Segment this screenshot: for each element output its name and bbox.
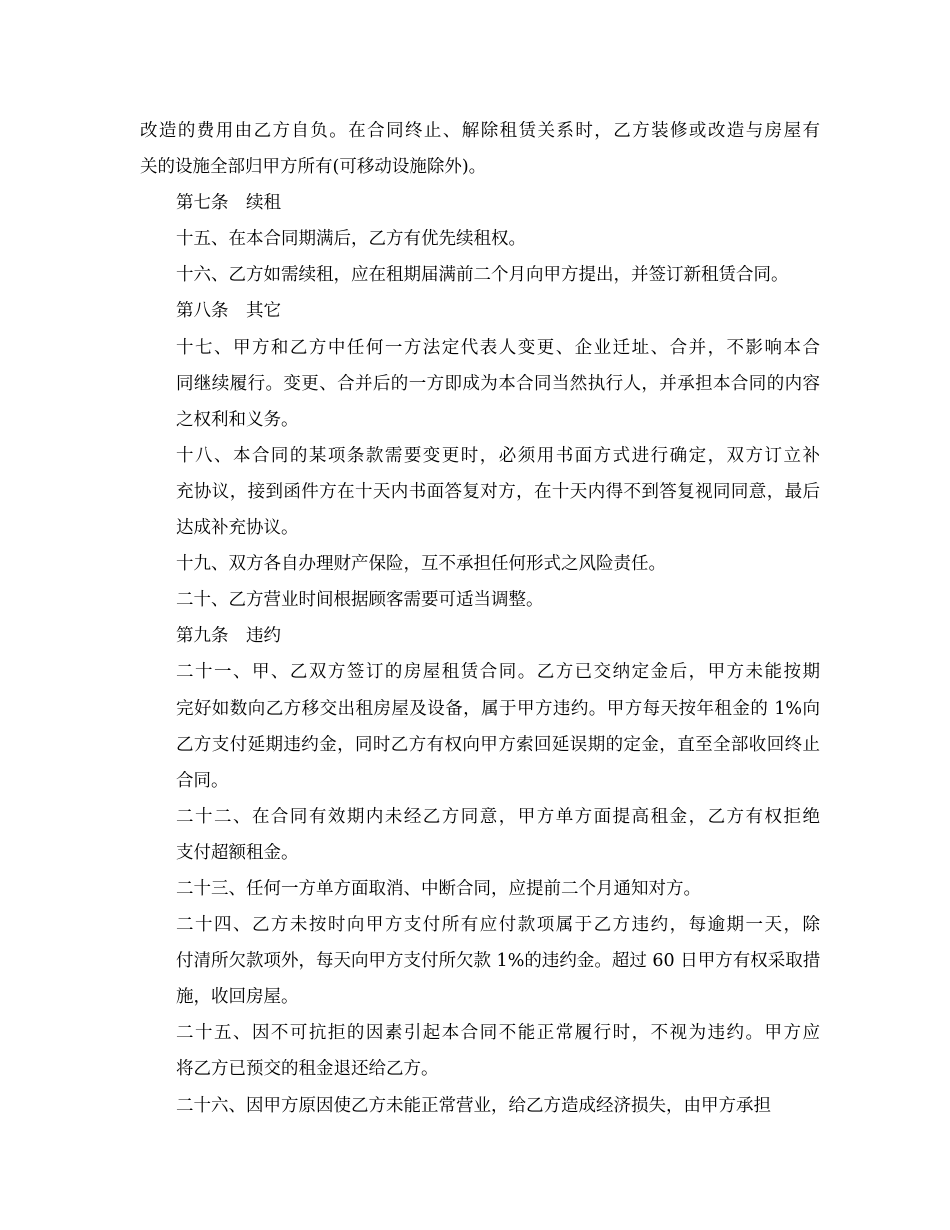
text-line: 二十五、因不可抗拒的因素引起本合同不能正常履行时，不视为违约。甲方应 <box>176 1023 820 1044</box>
text-line: 支付超额租金。 <box>176 842 299 863</box>
contract-paragraph <box>140 871 820 907</box>
contract-paragraph <box>140 654 820 798</box>
text-line: 第七条 续租 <box>176 193 281 214</box>
text-line: 十九、双方各自办理财产保险，互不承担任何形式之风险责任。 <box>176 554 666 575</box>
text-line: 改造的费用由乙方自负。在合同终止、解除租赁关系时，乙方装修或改造与房屋有 <box>140 121 820 141</box>
text-line: 关的设施全部归甲方所有(可移动设施除外)。 <box>140 157 487 178</box>
contract-paragraph <box>140 1088 820 1124</box>
article-heading <box>140 185 820 221</box>
text-line: 十五、在本合同期满后，乙方有优先续租权。 <box>176 229 526 250</box>
text-line: 第八条 其它 <box>176 301 281 322</box>
text-line: 施，收回房屋。 <box>176 987 299 1008</box>
contract-paragraph <box>140 438 820 546</box>
text-line: 付清所欠款项外，每天向甲方支付所欠款 1%的违约金。超过 60 日甲方有权采取措 <box>176 951 821 972</box>
text-line: 完好如数向乙方移交出租房屋及设备，属于甲方违约。甲方每天按年租金的 1%向 <box>176 698 820 719</box>
text-line: 之权利和义务。 <box>176 409 299 430</box>
text-line: 十六、乙方如需续租，应在租期届满前二个月向甲方提出，并签订新租赁合同。 <box>176 265 789 286</box>
article-heading <box>140 618 820 654</box>
contract-paragraph <box>140 330 820 438</box>
contract-paragraph <box>140 113 820 185</box>
text-line: 充协议，接到函件方在十天内书面答复对方，在十天内得不到答复视同同意，最后 <box>176 481 820 502</box>
text-line: 二十四、乙方未按时向甲方支付所有应付款项属于乙方违约，每逾期一天，除 <box>176 915 820 936</box>
text-line: 十八、本合同的某项条款需要变更时，必须用书面方式进行确定，双方订立补 <box>176 445 820 466</box>
text-line: 二十六、因甲方原因使乙方未能正常营业，给乙方造成经济损失，由甲方承担 <box>176 1095 771 1116</box>
text-line: 达成补充协议。 <box>176 518 299 539</box>
text-line: 二十三、任何一方单方面取消、中断合同，应提前二个月通知对方。 <box>176 878 701 899</box>
contract-paragraph <box>140 799 820 871</box>
text-line: 十七、甲方和乙方中任何一方法定代表人变更、企业迁址、合并，不影响本合 <box>176 337 820 358</box>
contract-paragraph <box>140 546 820 582</box>
contract-text-body <box>140 113 820 1124</box>
contract-paragraph <box>140 257 820 293</box>
contract-paragraph <box>140 221 820 257</box>
contract-paragraph <box>140 582 820 618</box>
text-line: 同继续履行。变更、合并后的一方即成为本合同当然执行人，并承担本合同的内容 <box>176 373 820 394</box>
text-line: 二十二、在合同有效期内未经乙方同意，甲方单方面提高租金，乙方有权拒绝 <box>176 806 820 827</box>
text-line: 第九条 违约 <box>176 626 281 647</box>
text-line: 合同。 <box>176 770 229 791</box>
contract-paragraph <box>140 907 820 1015</box>
text-line: 二十、乙方营业时间根据顾客需要可适当调整。 <box>176 590 544 611</box>
text-line: 乙方支付延期违约金，同时乙方有权向甲方索回延误期的定金，直至全部收回终止 <box>176 734 820 755</box>
article-heading <box>140 293 820 329</box>
text-line: 二十一、甲、乙双方签订的房屋租赁合同。乙方已交纳定金后，甲方未能按期 <box>176 662 820 683</box>
contract-paragraph <box>140 1015 820 1087</box>
text-line: 将乙方已预交的租金退还给乙方。 <box>176 1059 439 1080</box>
